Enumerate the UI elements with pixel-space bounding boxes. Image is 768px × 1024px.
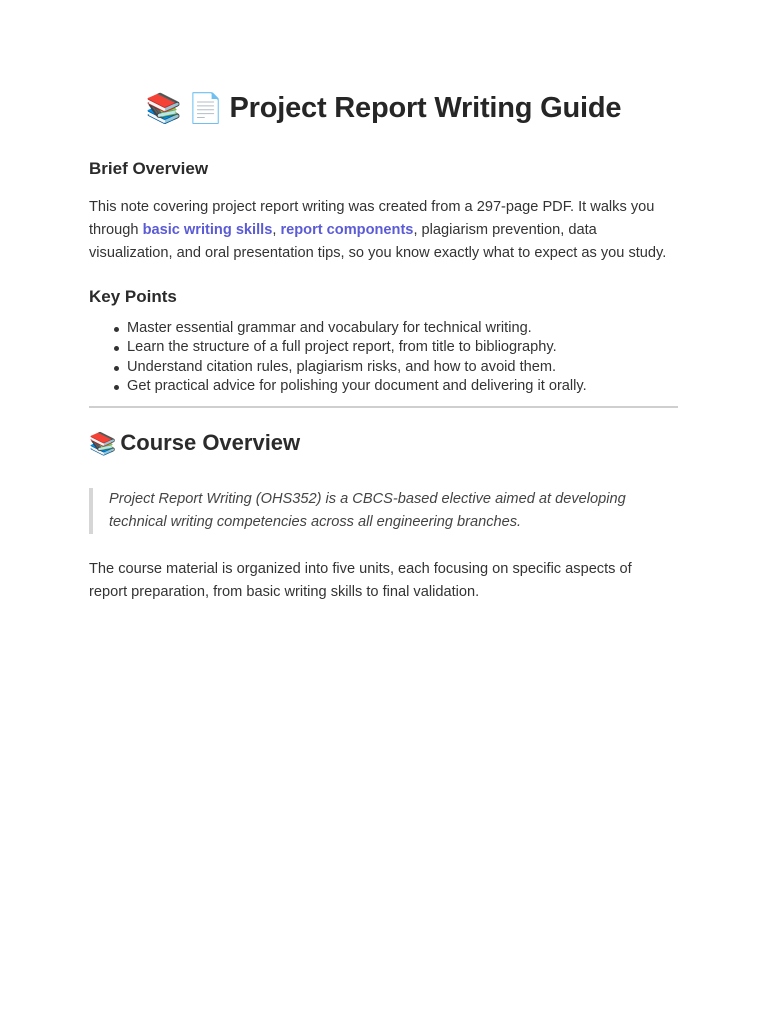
books-icon: 📚 xyxy=(145,93,182,126)
section-divider xyxy=(89,406,678,408)
page-title xyxy=(89,92,678,126)
course-overview-paragraph: The course material is organized into five units, each focusing on specific aspects of report preparation, from basic writing skills to final validation. xyxy=(89,561,632,600)
brief-overview-heading: Brief Overview xyxy=(89,159,209,178)
list-item: Master essential grammar and vocabulary for technical writing. xyxy=(89,319,587,338)
list-item: Understand citation rules, plagiarism risks, and how to avoid them. xyxy=(89,358,587,377)
brief-overview-text-1: This note covering project report writing was created from a 297-page PDF. It walks you through xyxy=(89,199,655,238)
key-points-list xyxy=(89,319,587,396)
brief-overview-paragraph xyxy=(89,196,681,265)
course-overview-heading-text: Course Overview xyxy=(120,430,301,455)
course-overview-heading xyxy=(89,430,300,457)
brief-overview-text-2: , plagiarism prevention, data visualization, and oral presentation tips, so you know exactly what to expect as you study. xyxy=(89,222,667,261)
document-icon: 📄 xyxy=(187,93,224,126)
list-item: Get practical advice for polishing your document and delivering it orally. xyxy=(89,377,587,396)
link-separator: , xyxy=(272,222,281,238)
page-title-text: Project Report Writing Guide xyxy=(229,92,622,124)
basic-writing-skills-link[interactable]: basic writing skills xyxy=(142,222,273,238)
course-blockquote: Project Report Writing (OHS352) is a CBCS-based elective aimed at developing technical writing competencies across all engineering branches. xyxy=(89,488,669,534)
books-icon: 📚 xyxy=(89,431,117,457)
key-points-heading: Key Points xyxy=(89,287,177,306)
list-item: Learn the structure of a full project report, from title to bibliography. xyxy=(89,338,587,357)
report-components-link[interactable]: report components xyxy=(280,222,414,238)
